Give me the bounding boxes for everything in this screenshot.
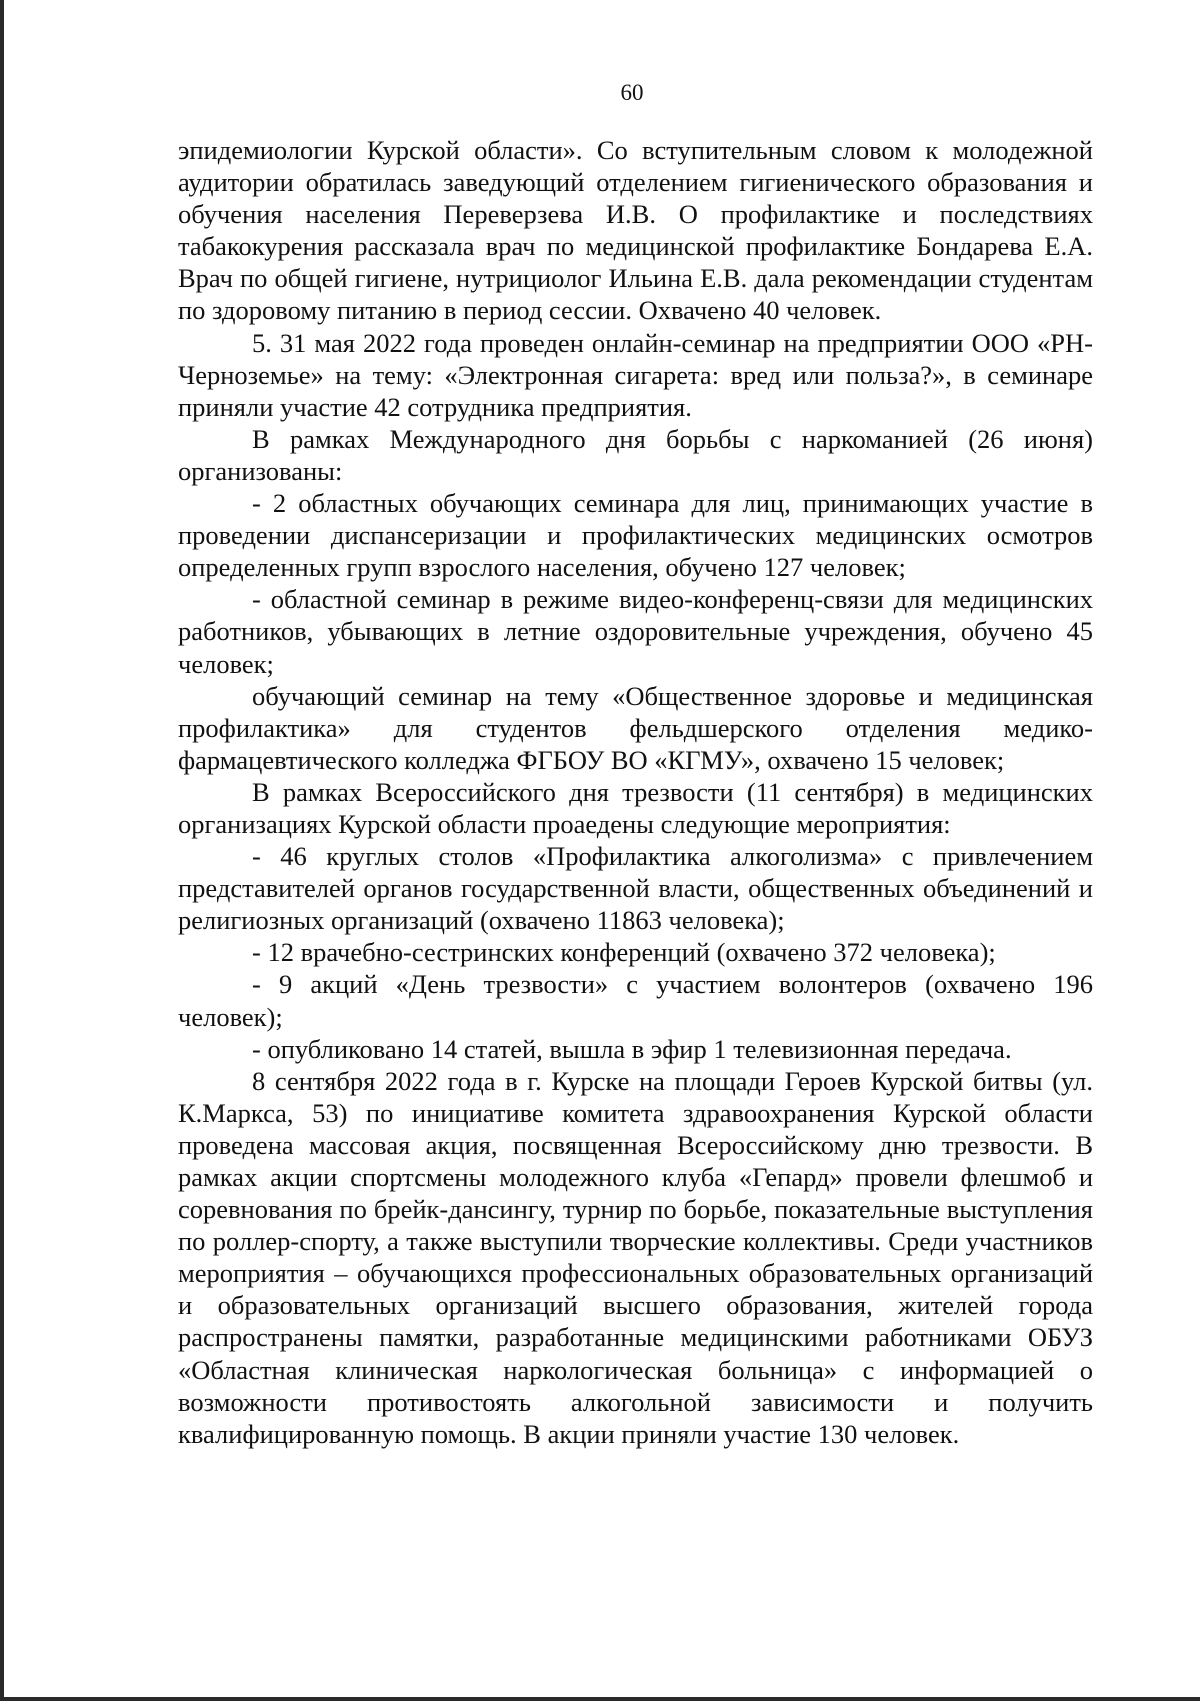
list-item-seminars: - 2 областных обучающих семинара для лиц, принимающих участие в проведении диспансеризации и профилактических медицинских осмотров определенных групп взрослого населения, обучено 127 человек; [178, 488, 1093, 583]
paragraph-continuation: эпидемиологии Курской области». Со вступительным словом к молодежной аудитории обратилась заведующий отделением гигиенического образования и обучения населения Переверзева И.В. О профилактике и последствиях табакокурения рассказала врач по медицинской профилактике Бондарева Е.А. Врач по общей гигиене, нутрициолог Ильина Е.В. дала рекомендации студентам по здоровому питанию в период сессии. Охвачено 40 человек. [178, 135, 1093, 326]
list-item-actions: - 9 акций «День трезвости» с участием волонтеров (охвачено 196 человек); [178, 969, 1093, 1032]
paragraph-mass-action: 8 сентября 2022 года в г. Курске на площади Героев Курской битвы (ул. К.Маркса, 53) по инициативе комитета здравоохранения Курской области проведена массовая акция, посвященная Всероссийскому дню трезвости. В рамках акции спортсмены молодежного клуба «Гепард» провели флешмоб и соревнования по брейк-дансингу, турнир по борьбе, показательные выступления по роллер-спорту, а также выступили творческие коллективы. Среди участников мероприятия – обучающихся профессиональных образовательных организаций и образовательных организаций высшего образования, жителей города распространены памятки, разработанные медицинскими работниками ОБУЗ «Областная клиническая наркологическая больница» с информацией о возможности противостоять алкогольной зависимости и получить квалифицированную помощь. В акции приняли участие 130 человек. [178, 1065, 1093, 1449]
list-item-publications: - опубликовано 14 статей, вышла в эфир 1 телевизионная передача. [252, 1033, 1012, 1064]
scan-left-edge [0, 0, 4, 1701]
list-item-training-seminar: обучающий семинар на тему «Общественное здоровье и медицинская профилактика» для студентов фельдшерского отделения медико-фармацевтического колледжа ФГБОУ ВО «КГМУ», охвачено 15 человек; [178, 680, 1093, 775]
list-item-conferences: - 12 врачебно-сестринских конференций (охвачено 372 человека); [252, 937, 996, 968]
list-item-round-tables: - 46 круглых столов «Профилактика алкоголизма» с привлечением представителей органов государственной власти, общественных объединений и религиозных организаций (охвачено 11863 человека); [178, 841, 1093, 936]
paragraph-sobriety-day-intro: В рамках Всероссийского дня трезвости (11 сентября) в медицинских организациях Курской области проаедены следующие мероприятия: [178, 776, 1093, 839]
paragraph-drug-day-intro: В рамках Международного дня борьбы с наркоманией (26 июня) организованы: [178, 423, 1093, 486]
page-number: 60 [620, 80, 644, 105]
list-item-video-seminar: - областной семинар в режиме видео-конференц-связи для медицинских работников, убывающих в летние оздоровительные учреждения, обучено 45 человек; [178, 584, 1093, 679]
scan-bottom-edge [0, 1697, 1200, 1701]
document-body [178, 134, 1093, 1450]
paragraph-item-5: 5. 31 мая 2022 года проведен онлайн-семинар на предприятии ООО «РН-Черноземье» на тему: «Электронная сигарета: вред или польза?», в семинаре приняли участие 42 сотрудника предприятия. [178, 327, 1093, 422]
